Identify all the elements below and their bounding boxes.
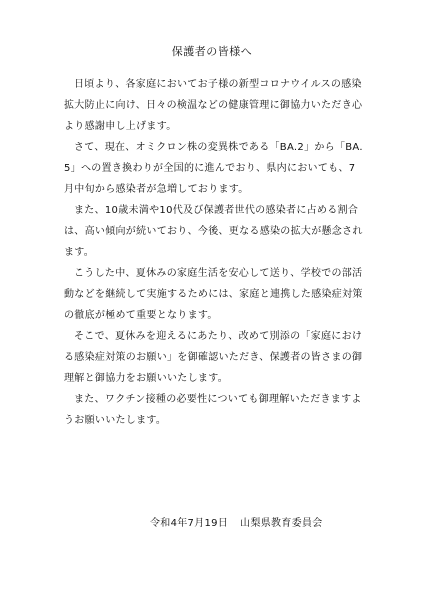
- paragraph-variant-spread: さて、現在、オミクロン株の変異株である「BA.2」から「BA.5」への置き換わりが全国的に進んでおり、県内においても、7月中旬から感染者が急増しております。: [64, 142, 363, 195]
- document-body: [64, 74, 364, 431]
- signature-issuer: 山梨県教育委員会: [240, 518, 323, 529]
- paragraph-request: そこで、夏休みを迎えるにあたり、改めて別添の「家庭における感染症対策のお願い」を御確認いただき、保護者の皆さまの御理解と御協力をお願いいたします。: [64, 331, 363, 384]
- signature-block: [150, 516, 370, 532]
- paragraph-summer-measures: こうした中、夏休みの家庭生活を安心して送り、学校での部活動などを継続して実施するためには、家庭と連携した感染症対策の徹底が極めて重要となります。: [64, 268, 363, 321]
- document-title: 保護者の皆様へ: [171, 45, 253, 58]
- signature-date: 令和4年7月19日: [150, 518, 229, 529]
- paragraph-vaccination: また、ワクチン接種の必要性についても御理解いただきますようお願いいたします。: [64, 394, 362, 426]
- paragraph-gratitude: 日頃より、各家庭においてお子様の新型コロナウイルスの感染拡大防止に向け、日々の検温などの健康管理に御協力いただき心より感謝申し上げます。: [64, 79, 363, 132]
- paragraph-age-groups: また、10歳未満や10代及び保護者世代の感染者に占める割合は、高い傾向が続いており、今後、更なる感染の拡大が懸念されます。: [64, 205, 363, 258]
